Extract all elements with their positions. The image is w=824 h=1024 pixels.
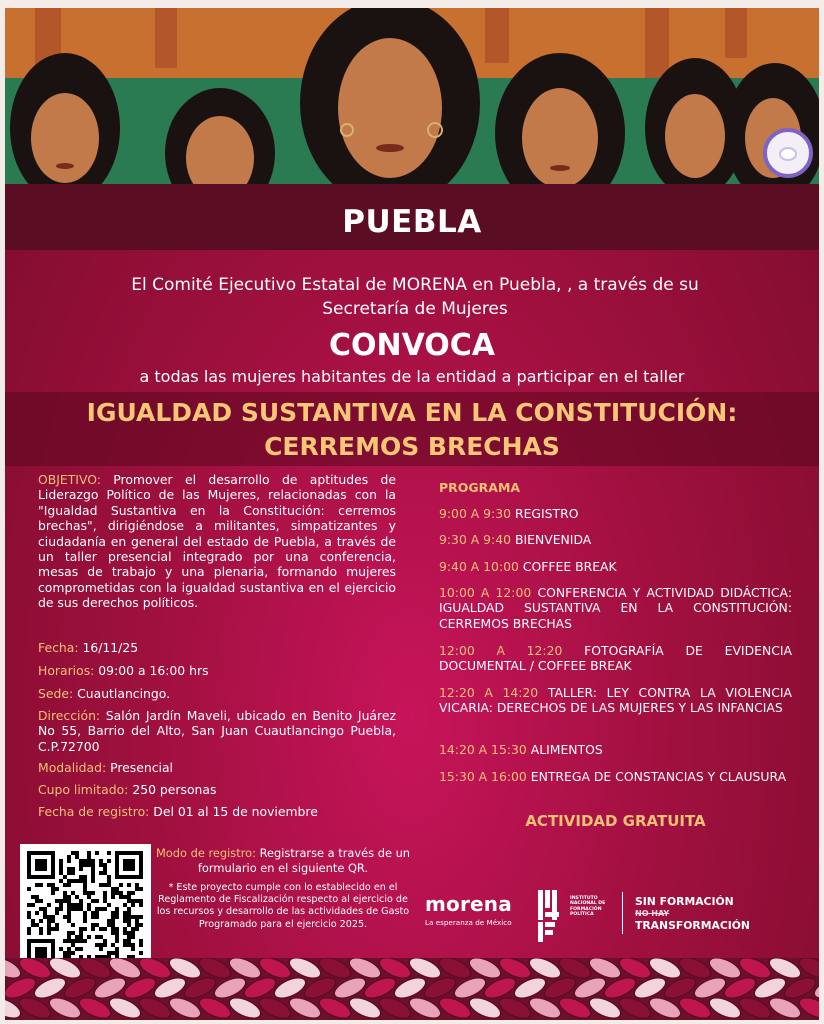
program-desc: ENTREGA DE CONSTANCIAS Y CLAUSURA [530, 769, 787, 784]
free-activity-label: ACTIVIDAD GRATUITA [525, 812, 706, 830]
objetivo-label: OBJETIVO: [38, 472, 101, 487]
location-banner [5, 194, 819, 250]
fecha-label: Fecha: [38, 640, 79, 655]
program-item [439, 506, 792, 521]
program-item [439, 742, 792, 757]
program-time: 14:20 A 15:30 [439, 742, 527, 757]
sede-field [38, 686, 408, 701]
inf-emblem-icon [532, 884, 572, 944]
program-desc: REGISTRO [514, 506, 579, 521]
fecha-field [38, 640, 408, 655]
program-time: 12:00 A 12:20 [439, 643, 563, 658]
morena-slogan: La esperanza de México [425, 918, 512, 927]
slogan-line-1: SIN FORMACIÓN [635, 895, 734, 908]
program-item [439, 585, 792, 631]
program-item [439, 685, 792, 716]
program-desc: ALIMENTOS [530, 742, 603, 757]
program-time: 15:30 A 16:00 [439, 769, 527, 784]
workshop-title [5, 392, 819, 466]
direccion-field [38, 708, 396, 754]
braid-decoration [5, 958, 819, 1020]
fiscal-note: * Este proyecto cumple con lo establecido en el Reglamento de Fiscalización respecto al ejercicio de los recursos y desarrollo de las actividades de Gasto Programado para el ejercicio 2025. [156, 882, 410, 930]
registration-mode-label: Modo de registro: [155, 846, 256, 860]
horarios-field [38, 663, 408, 678]
brush-circle-icon [763, 128, 813, 178]
sede-label: Sede: [38, 686, 74, 701]
inf-name-line: INSTITUTO [570, 896, 598, 901]
program-time: 9:30 A 9:40 [439, 532, 512, 547]
program-time: 10:00 A 12:00 [439, 585, 532, 600]
cupo-field [38, 782, 408, 797]
registration-mode-text: Registrarse a través de un formulario en el siguiente QR. [197, 846, 411, 875]
morena-logo [425, 892, 512, 927]
program-time: 9:00 A 9:30 [439, 506, 512, 521]
morena-wordmark: morena [425, 892, 512, 916]
horarios-value: 09:00 a 16:00 hrs [98, 663, 209, 678]
objetivo-text: Promover el desarrollo de aptitudes de Liderazgo Político de las Mujeres, relacionadas con la "Igualdad Sustantiva en la Constitución: cerremos brechas", dirigiéndose a militantes, simpatizantes y ciudadanía en general del estado de Puebla, a través de un taller presencial integrado por una conferencia, mesas de trabajo y una plenaria, formando mujeres comprometidas con la igualdad sustantiva en el ejercicio de sus derechos políticos. [38, 472, 396, 611]
objetivo-block [38, 472, 396, 611]
inf-logo [532, 884, 622, 944]
program-item [439, 769, 792, 784]
program-desc: FOTOGRAFÍA DE EVIDENCIA DOCUMENTAL / COFFEE BREAK [439, 643, 792, 674]
poster [5, 8, 819, 1020]
program-item [439, 532, 792, 547]
program-desc: TALLER: LEY CONTRA LA VIOLENCIA VICARIA: DERECHOS DE LAS MUJERES Y LAS INFANCIAS [439, 685, 792, 716]
slogan-line-2: NO HAY [635, 909, 670, 918]
cupo-label: Cupo limitado: [38, 782, 129, 797]
intro-line-2: Secretaría de Mujeres [322, 299, 508, 319]
program-time: 9:40 A 10:00 [439, 559, 519, 574]
logo-divider [622, 892, 623, 934]
modalidad-value: Presencial [110, 760, 173, 775]
direccion-label: Dirección: [38, 708, 101, 723]
modalidad-field [38, 760, 408, 775]
slogan-line-3: TRANSFORMACIÓN [635, 919, 750, 932]
fecha-value: 16/11/25 [82, 640, 139, 655]
slogan-logo [635, 896, 750, 932]
horarios-label: Horarios: [38, 663, 95, 678]
modalidad-label: Modalidad: [38, 760, 107, 775]
invite-text: a todas las mujeres habitantes de la entidad a participar en el taller [139, 367, 685, 386]
direccion-value: Salón Jardín Maveli, ubicado en Benito Juárez No 55, Barrio del Alto, San Juan Cuautlancingo Puebla, C.P.72700 [38, 708, 396, 754]
program-desc: CONFERENCIA Y ACTIVIDAD DIDÁCTICA: IGUALDAD SUSTANTIVA EN LA CONSTITUCIÓN: CERREMOS BRECHAS [439, 585, 792, 631]
program-item [439, 643, 792, 674]
registro-label: Fecha de registro: [38, 804, 150, 819]
program-title: PROGRAMA [439, 480, 521, 495]
workshop-title-line-2: CERREMOS BRECHAS [264, 432, 560, 461]
program-desc: BIENVENIDA [514, 532, 592, 547]
registro-field [38, 804, 408, 819]
women-illustration [5, 8, 819, 194]
program-desc: COFFEE BREAK [522, 559, 617, 574]
program-item [439, 559, 792, 574]
inf-name-line: POLÍTICA [570, 912, 594, 918]
qr-code[interactable] [20, 844, 151, 975]
registro-value: Del 01 al 15 de noviembre [153, 804, 318, 819]
inf-name-line: FORMACIÓN [570, 906, 602, 912]
program-time: 12:20 A 14:20 [439, 685, 539, 700]
convoca-heading: CONVOCA [328, 328, 496, 363]
inf-name-line: NACIONAL DE [570, 901, 606, 907]
sede-value: Cuautlancingo. [77, 686, 171, 701]
cupo-value: 250 personas [132, 782, 217, 797]
intro-line-1: El Comité Ejecutivo Estatal de MORENA en Puebla, , a través de su [131, 275, 699, 295]
location-title: PUEBLA [342, 204, 482, 240]
workshop-title-line-1: IGUALDAD SUSTANTIVA EN LA CONSTITUCIÓN: [86, 398, 738, 427]
registration-mode [155, 846, 411, 875]
inf-name [570, 896, 605, 918]
